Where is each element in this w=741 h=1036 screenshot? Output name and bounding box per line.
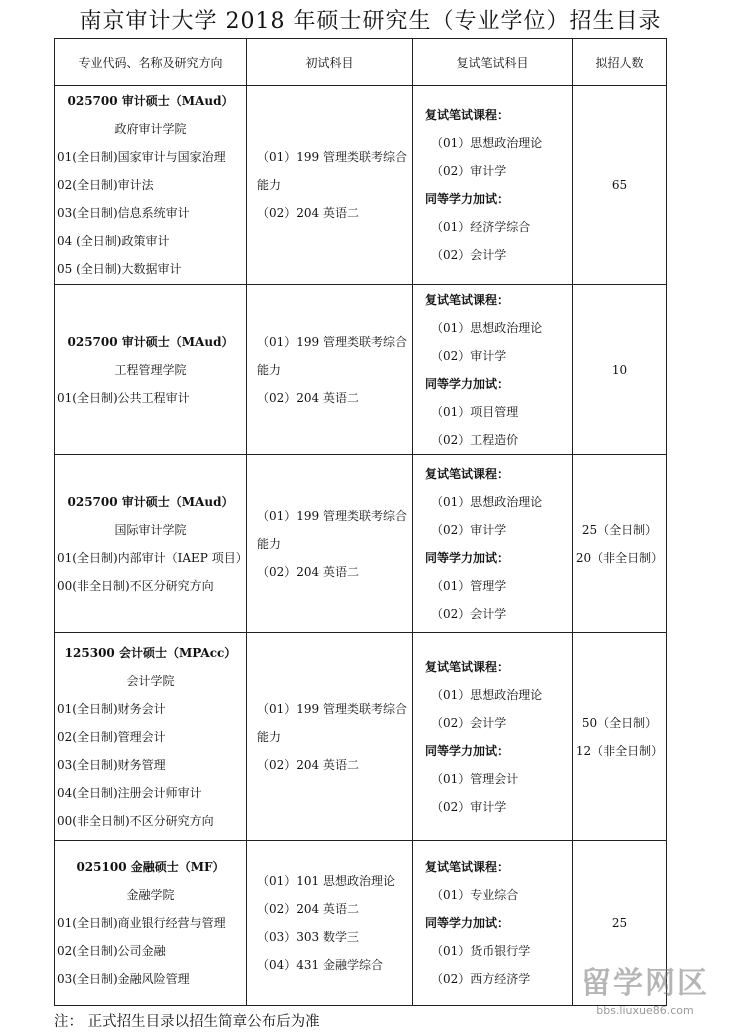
research-direction: 05 (全日制)大数据审计 — [57, 262, 182, 276]
header-retest: 复试笔试科目 — [413, 39, 573, 86]
major-code: 025700 审计硕士（MAud） — [67, 494, 234, 509]
major-code: 025700 审计硕士（MAud） — [67, 94, 234, 108]
quota-value: 20（非全日制） — [575, 550, 664, 565]
prelim-subject: （01）199 管理类联考综合 — [257, 150, 407, 164]
major-cell — [55, 841, 247, 1006]
prelim-subject: （03）303 数学三 — [257, 930, 359, 944]
major-cell — [55, 633, 247, 841]
prelim-subject: （01）199 管理类联考综合 — [257, 701, 407, 716]
research-direction: 04(全日制)注册会计师审计 — [57, 785, 202, 800]
table-row — [55, 455, 667, 633]
table-body — [55, 86, 667, 1006]
research-direction: 02(全日制)审计法 — [57, 178, 154, 192]
quota-cell — [573, 633, 667, 841]
retest-course: （02）审计学 — [431, 522, 507, 537]
equiv-heading: 同等学力加试： — [425, 376, 510, 391]
header-major: 专业代码、名称及研究方向 — [55, 39, 247, 86]
research-direction: 04 (全日制)政策审计 — [57, 234, 170, 248]
prelim-subjects-cell — [247, 285, 413, 455]
equiv-course: （02）工程造价 — [431, 432, 519, 447]
equiv-course: （02）审计学 — [431, 799, 507, 814]
retest-course: （02）会计学 — [431, 715, 507, 730]
page-title: 南京审计大学 2018 年硕士研究生（专业学位）招生目录 — [79, 9, 662, 34]
retest-heading: 复试笔试课程： — [425, 466, 510, 481]
table-row — [55, 633, 667, 841]
research-direction: 01(全日制)公共工程审计 — [57, 390, 190, 405]
research-direction: 03(全日制)信息系统审计 — [57, 206, 190, 220]
school-name: 政府审计学院 — [114, 122, 187, 136]
equiv-course: （01）管理会计 — [431, 771, 519, 786]
major-cell — [55, 455, 247, 633]
equiv-course: （02）会计学 — [431, 606, 507, 621]
school-name: 会计学院 — [126, 673, 175, 688]
footnote: 注： 正式招生目录以招生简章公布后为准 — [54, 1014, 320, 1030]
research-direction: 01(全日制)商业银行经营与管理 — [57, 916, 226, 930]
quota-value: 50（全日制） — [581, 715, 658, 730]
site-watermark — [565, 964, 725, 1022]
equiv-course: （02）会计学 — [431, 248, 507, 262]
major-cell — [55, 86, 247, 285]
equiv-course: （01）经济学综合 — [431, 220, 531, 234]
prelim-subject: （01）199 管理类联考综合 — [257, 334, 407, 349]
research-direction: 00(非全日制)不区分研究方向 — [57, 578, 214, 593]
watermark-url: bbs.liuxue86.com — [596, 1004, 694, 1017]
watermark-logo: 留学网区 — [581, 966, 709, 1001]
quota-cell — [573, 285, 667, 455]
retest-course: （01）思想政治理论 — [431, 136, 543, 150]
research-direction: 03(全日制)金融风险管理 — [57, 972, 190, 986]
equiv-course: （01）管理学 — [431, 578, 507, 593]
retest-heading: 复试笔试课程： — [425, 108, 510, 122]
school-name: 国际审计学院 — [114, 522, 187, 537]
retest-course: （01）思想政治理论 — [431, 320, 543, 335]
equiv-heading: 同等学力加试： — [425, 916, 510, 930]
equiv-heading: 同等学力加试： — [425, 743, 510, 758]
quota-value: 25 — [611, 916, 628, 930]
research-direction: 01(全日制)国家审计与国家治理 — [57, 150, 226, 164]
retest-course: （01）专业综合 — [431, 888, 519, 902]
major-code: 025700 审计硕士（MAud） — [67, 334, 234, 349]
equiv-course: （02）西方经济学 — [431, 972, 531, 986]
prelim-subject: （02）204 英语二 — [257, 902, 359, 916]
table-header-row — [55, 39, 667, 86]
retest-subjects-cell — [413, 841, 573, 1006]
quota-value: 25（全日制） — [581, 522, 658, 537]
equiv-course: （01）货币银行学 — [431, 944, 531, 958]
prelim-subject: （04）431 金融学综合 — [257, 958, 383, 972]
equiv-heading: 同等学力加试： — [425, 550, 510, 565]
quota-value: 12（非全日制） — [575, 743, 664, 758]
prelim-subject: （02）204 英语二 — [257, 206, 359, 220]
prelim-subject: （02）204 英语二 — [257, 564, 359, 579]
prelim-subject: 能力 — [257, 536, 282, 551]
school-name: 金融学院 — [126, 888, 175, 902]
retest-course: （02）审计学 — [431, 348, 507, 363]
research-direction: 02(全日制)管理会计 — [57, 729, 166, 744]
retest-heading: 复试笔试课程： — [425, 659, 510, 674]
equiv-heading: 同等学力加试： — [425, 192, 510, 206]
prelim-subjects-cell — [247, 633, 413, 841]
quota-value: 10 — [611, 362, 628, 377]
retest-heading: 复试笔试课程： — [425, 292, 510, 307]
research-direction: 01(全日制)内部审计（IAEP 项目） — [57, 550, 248, 565]
prelim-subject: （01）101 思想政治理论 — [257, 874, 395, 888]
retest-subjects-cell — [413, 285, 573, 455]
prelim-subject: （02）204 英语二 — [257, 390, 359, 405]
quota-value: 65 — [611, 178, 628, 192]
retest-heading: 复试笔试课程： — [425, 860, 510, 874]
prelim-subjects-cell — [247, 455, 413, 633]
header-quota: 拟招人数 — [573, 39, 667, 86]
retest-course: （02）审计学 — [431, 164, 507, 178]
research-direction: 02(全日制)公司金融 — [57, 944, 166, 958]
retest-subjects-cell — [413, 86, 573, 285]
research-direction: 01(全日制)财务会计 — [57, 701, 166, 716]
table-row — [55, 285, 667, 455]
prelim-subject: （02）204 英语二 — [257, 757, 359, 772]
retest-course: （01）思想政治理论 — [431, 494, 543, 509]
table-row — [55, 86, 667, 285]
prelim-subjects-cell — [247, 86, 413, 285]
prelim-subject: （01）199 管理类联考综合 — [257, 508, 407, 523]
retest-subjects-cell — [413, 455, 573, 633]
major-code: 025100 金融硕士（MF） — [76, 860, 225, 874]
equiv-course: （01）项目管理 — [431, 404, 519, 419]
retest-subjects-cell — [413, 633, 573, 841]
research-direction: 00(非全日制)不区分研究方向 — [57, 813, 214, 828]
header-prelim: 初试科目 — [247, 39, 413, 86]
prelim-subject: 能力 — [257, 729, 282, 744]
major-code: 125300 会计硕士（MPAcc） — [64, 645, 237, 660]
retest-course: （01）思想政治理论 — [431, 687, 543, 702]
major-cell — [55, 285, 247, 455]
prelim-subjects-cell — [247, 841, 413, 1006]
quota-cell — [573, 455, 667, 633]
research-direction: 03(全日制)财务管理 — [57, 757, 166, 772]
prelim-subject: 能力 — [257, 362, 282, 377]
school-name: 工程管理学院 — [114, 362, 187, 377]
prelim-subject: 能力 — [257, 178, 282, 192]
quota-cell — [573, 86, 667, 285]
admissions-catalog-table — [54, 38, 667, 1006]
